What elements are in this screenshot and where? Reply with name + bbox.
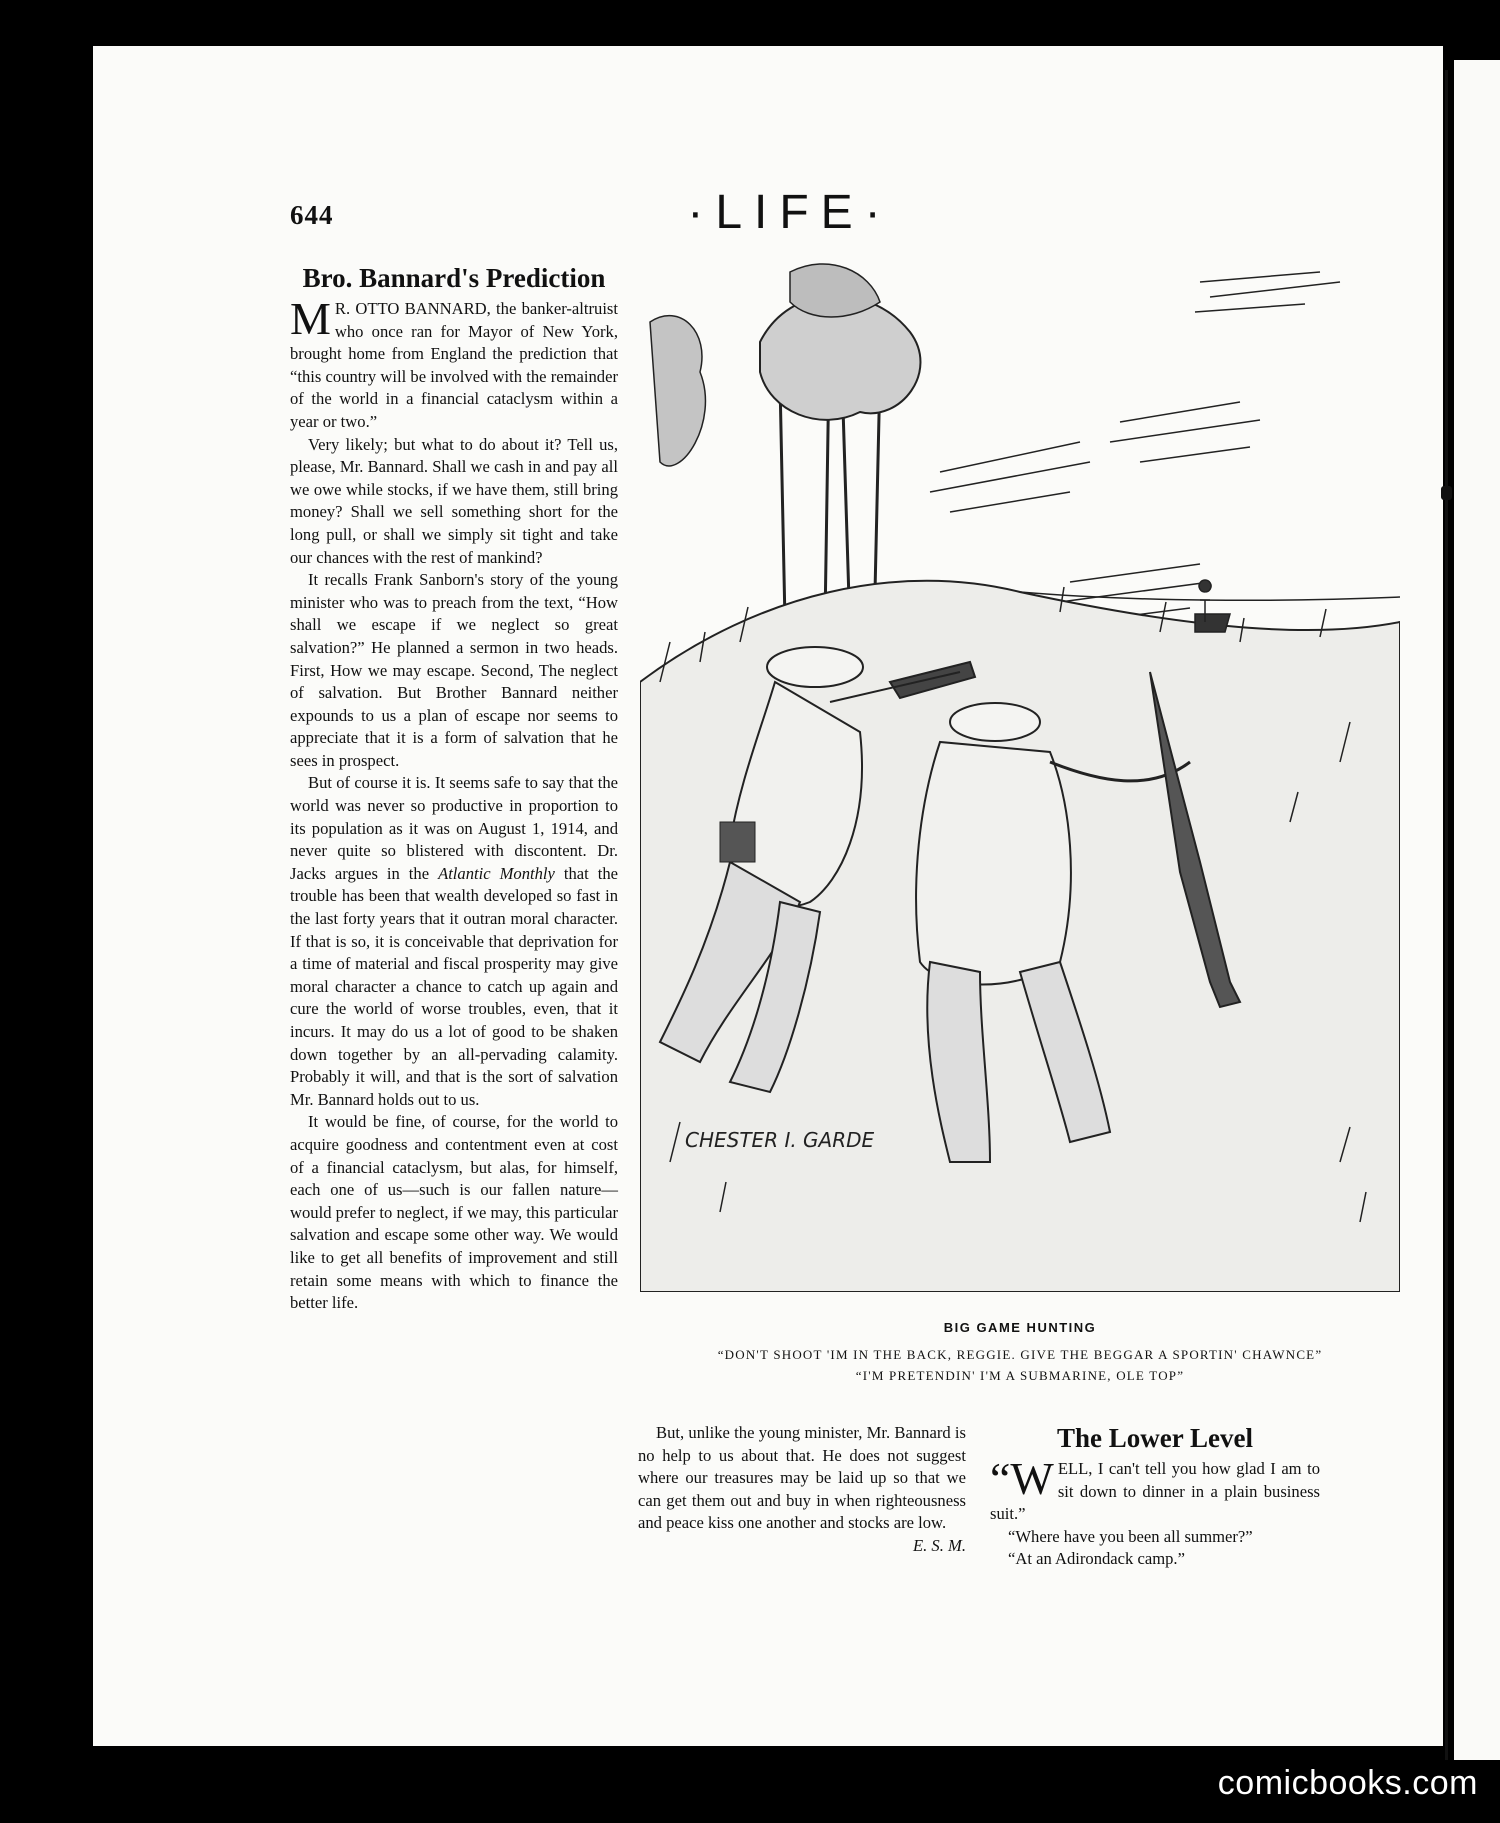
article-column-middle bbox=[638, 1422, 966, 1558]
paragraph: But, unlike the young minister, Mr. Bannard is no help to us about that. He does not suggest where our treasures may be laid up so that we can get them out and buy in when righteousness and peace kiss one another and stocks are low. bbox=[638, 1423, 966, 1533]
paragraph-text: that the trouble has been that wealth developed so fast in the last forty years that it outran moral character. If that is so, it is conceivable that deprivation for a time of material and fiscal prosperity may give moral character a chance to catch up again and cure the world of worse troubles, even, that it incurs. It may do us a lot of good to be shaken down together by an all-pervading calamity. Probably it will, and that is the sort of salvation Mr. Bannard holds out to us. bbox=[290, 863, 619, 1109]
drop-cap-letter: W bbox=[1010, 1453, 1054, 1504]
author-initials: E. S. M. bbox=[913, 1535, 966, 1555]
caption-title: BIG GAME HUNTING bbox=[943, 1320, 1097, 1335]
watermark: comicbooks.com bbox=[1217, 1764, 1478, 1802]
paragraph: “Where have you been all summer?” bbox=[1008, 1526, 1253, 1546]
article-title: Bro. Bannard's Prediction bbox=[302, 263, 606, 293]
paragraph-text: But of course it is. It seems safe to say that the world was never so productive in proportion to its population as it was on August 1, 1914, and never quite so blistered with discontent. Dr. Jacks argues in the bbox=[290, 773, 618, 883]
page-gutter bbox=[1445, 70, 1448, 1760]
paragraph: Very likely; but what to do about it? Tell us, please, Mr. Bannard. Shall we cash in and pay all we owe while stocks, if we have them, still bring money? Shall we sell something short for the long pull, or shall we simply sit tight and take our chances with the rest of mankind? bbox=[290, 434, 618, 567]
paragraph bbox=[290, 293, 618, 434]
article-title: The Lower Level bbox=[1057, 1423, 1253, 1453]
caption-line: “I'M PRETENDIN' I'M A SUBMARINE, OLE TOP” bbox=[855, 1368, 1185, 1383]
paragraph: “At an Adirondack camp.” bbox=[1008, 1549, 1185, 1569]
caption-line: “DON'T SHOOT 'IM IN THE BACK, REGGIE. GIVE THE BEGGAR A SPORTIN' CHAWNCE” bbox=[717, 1347, 1323, 1362]
masthead: ·LIFE· bbox=[687, 186, 893, 239]
paragraph-text: ELL, I can't tell you how glad I am to sit down to dinner in a plain business suit.” bbox=[990, 1459, 1320, 1524]
article-column-right bbox=[990, 1422, 1320, 1571]
gutter-mark bbox=[1441, 486, 1452, 500]
paragraph: It would be fine, of course, for the world to acquire goodness and contentment even at cost of a financial cataclysm, but alas, for himself, each one of us—such is our fallen nature—would prefer to neglect, if we may, this particular salvation and escape some other way. We would like to get all benefits of improvement and still retain some means with which to finance the better life. bbox=[290, 1112, 618, 1313]
paragraph bbox=[990, 1453, 1320, 1526]
illustration bbox=[640, 262, 1400, 1292]
quote-mark: “ bbox=[990, 1453, 1011, 1504]
page-number: 644 bbox=[290, 200, 334, 230]
drop-cap: M bbox=[290, 293, 331, 344]
publication-name: Atlantic Monthly bbox=[438, 863, 555, 883]
cartoon-drawing bbox=[640, 262, 1400, 1292]
article-column-left bbox=[290, 262, 618, 1315]
artist-signature: CHESTER I. GARDE bbox=[685, 1128, 875, 1152]
paragraph-text: R. OTTO BANNARD, the banker-altruist who once ran for Mayor of New York, brought home from England the prediction that “this country will be involved with the remainder of the world in a financial cataclysm within a year or two.” bbox=[290, 299, 618, 431]
adjacent-page-edge bbox=[1454, 60, 1500, 1760]
drop-cap bbox=[990, 1453, 1054, 1504]
paragraph: It recalls Frank Sanborn's story of the young minister who was to preach from the text, “How shall we escape if we neglect so great salvation?” He planned a sermon in two heads. First, How we may escape. Second, The neglect of salvation. But Brother Bannard neither expounds to us a plan of escape nor seems to appreciate that it is a form of salvation that he sees in prospect. bbox=[290, 570, 618, 770]
paragraph bbox=[290, 772, 618, 1111]
